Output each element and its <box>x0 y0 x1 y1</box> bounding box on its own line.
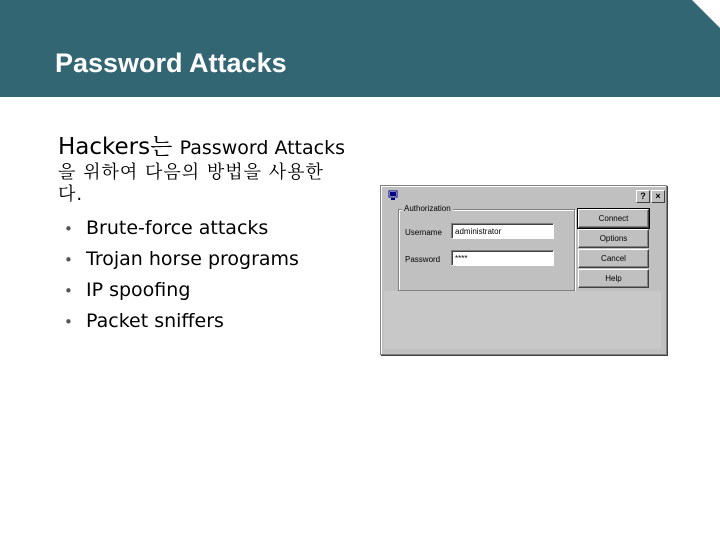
list-item <box>64 213 299 244</box>
bullet-icon: • <box>64 220 73 238</box>
help-icon[interactable]: ? <box>636 190 650 203</box>
list-item-label: Packet sniffers <box>86 310 224 332</box>
header-corner-fold <box>692 0 720 28</box>
list-item <box>64 244 299 275</box>
password-label: Password <box>405 255 441 264</box>
dialog-titlebar <box>383 188 664 204</box>
slide-header <box>0 0 720 97</box>
slide-title: Password Attacks <box>55 48 287 78</box>
help-button[interactable]: Help <box>578 269 649 288</box>
bullet-icon: • <box>64 282 73 300</box>
intro-line-1 <box>58 133 358 162</box>
bullet-icon: • <box>64 251 73 269</box>
list-item-label: IP spoofing <box>86 279 191 301</box>
username-field[interactable]: administrator <box>451 223 554 239</box>
cancel-button[interactable]: Cancel <box>578 249 649 268</box>
login-dialog <box>380 185 667 355</box>
bullet-icon: • <box>64 313 73 331</box>
list-item <box>64 306 299 337</box>
intro-line-2: 을 위하여 다음의 방법을 사용한 <box>58 162 324 183</box>
intro-text <box>58 133 358 206</box>
options-button[interactable]: Options <box>578 229 649 248</box>
connect-button[interactable]: Connect <box>578 209 649 228</box>
intro-password-attacks: Password Attacks <box>179 137 345 159</box>
list-item <box>64 275 299 306</box>
password-field[interactable]: **** <box>451 250 554 266</box>
username-label: Username <box>405 228 442 237</box>
list-item-label: Trojan horse programs <box>86 248 299 270</box>
app-icon <box>388 190 398 201</box>
authorization-group-label: Authorization <box>404 204 451 213</box>
list-item-label: Brute-force attacks <box>86 217 269 239</box>
options-panel <box>384 291 661 349</box>
attack-methods-list <box>64 213 299 337</box>
close-icon[interactable]: × <box>651 190 665 203</box>
intro-hackers: Hackers는 <box>58 134 180 160</box>
intro-line-3: 다. <box>58 184 84 205</box>
